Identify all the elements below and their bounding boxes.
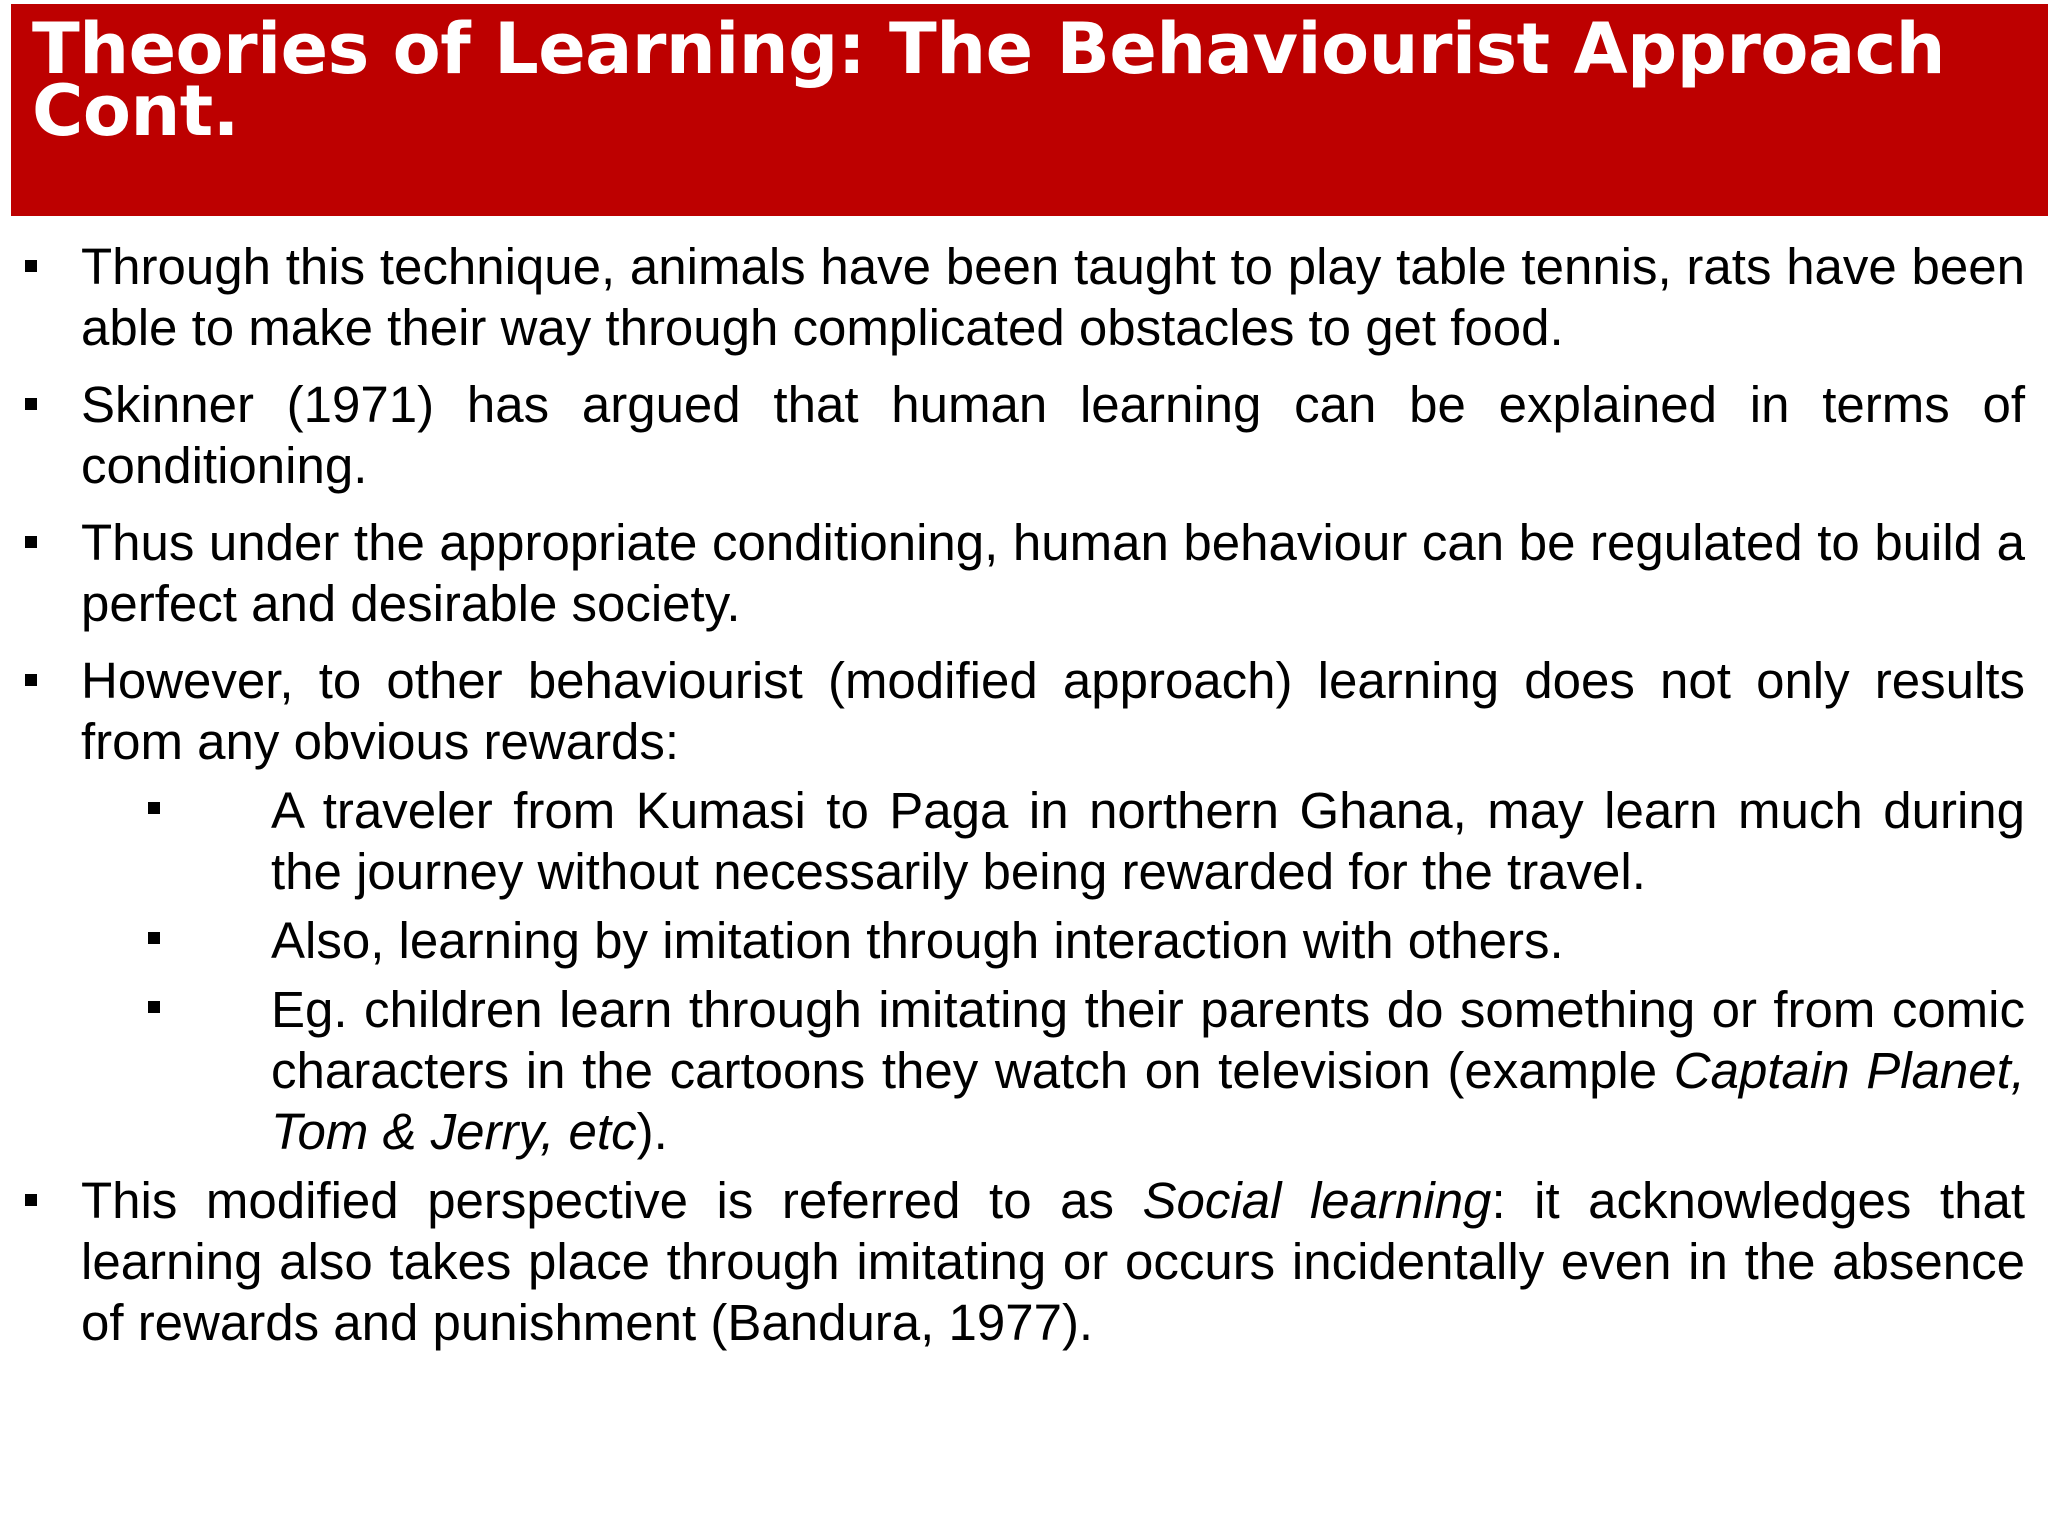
square-bullet-icon — [25, 536, 37, 548]
bullet-text: Thus under the appropriate conditioning, human behaviour can be regulated to build a perfect and desirable society. — [81, 514, 2025, 632]
bullet-item — [0, 512, 2048, 634]
sub-bullet-text-start: Eg. children learn through imitating their parents do something or from comic characters in the cartoons they watch on television (example — [271, 981, 2025, 1099]
square-bullet-icon — [148, 932, 160, 944]
bullet-text-italic: Social learning — [1142, 1172, 1492, 1229]
square-bullet-icon — [25, 398, 37, 410]
sub-bullet-text: Also, learning by imitation through interaction with others. — [271, 912, 1564, 969]
square-bullet-icon — [148, 802, 160, 814]
slide-title: Theories of Learning: The Behaviourist Approach Cont. — [32, 8, 1946, 152]
square-bullet-icon — [25, 260, 37, 272]
square-bullet-icon — [25, 674, 37, 686]
bullet-text-end: : it acknowledges that learning also takes place through imitating or occurs incidentally even in the absence of rewards and punishment (Bandura, 1977). — [81, 1172, 2026, 1351]
square-bullet-icon — [148, 1001, 160, 1013]
square-bullet-icon — [25, 1194, 37, 1206]
sub-bullet-item — [0, 979, 2048, 1162]
sub-bullet-list — [0, 780, 2048, 1162]
bullet-text: Skinner (1971) has argued that human learning can be explained in terms of conditioning. — [81, 376, 2025, 494]
bullet-item — [0, 374, 2048, 496]
bullet-list — [0, 236, 2048, 1369]
title-bar — [11, 4, 2048, 216]
bullet-item — [0, 1170, 2048, 1353]
bullet-text-start: This modified perspective is referred to as — [81, 1172, 1143, 1229]
bullet-item — [0, 650, 2048, 772]
sub-bullet-item — [0, 780, 2048, 902]
bullet-item — [0, 236, 2048, 358]
sub-bullet-item — [0, 910, 2048, 971]
bullet-text: Through this technique, animals have been taught to play table tennis, rats have been able to make their way through complicated obstacles to get food. — [81, 238, 2025, 356]
bullet-text: However, to other behaviourist (modified approach) learning does not only results from any obvious rewards: — [81, 652, 2025, 770]
sub-bullet-text-end: ). — [636, 1103, 668, 1160]
sub-bullet-text-italic: Captain Planet, Tom & Jerry, etc — [271, 1042, 2026, 1160]
sub-bullet-text: A traveler from Kumasi to Paga in northern Ghana, may learn much during the journey without necessarily being rewarded for the travel. — [271, 782, 2025, 900]
